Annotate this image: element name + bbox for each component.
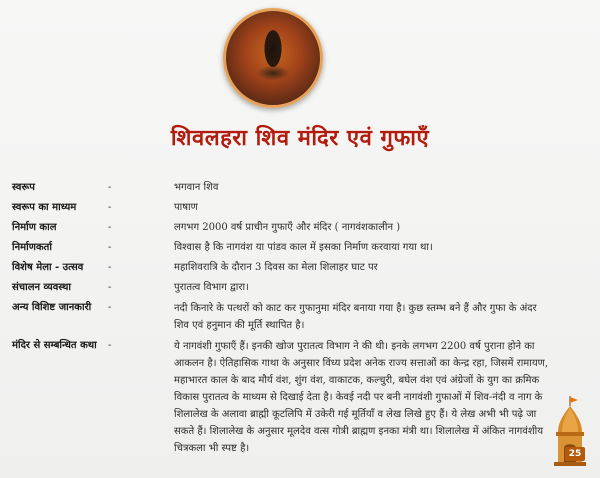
row-label: अन्य विशिष्ट जानकारी — [12, 302, 92, 313]
row-value: पुरातत्व विभाग द्वारा। — [174, 282, 249, 293]
row-separator: - — [108, 242, 112, 253]
row-separator: - — [108, 262, 112, 273]
shivling-photo — [223, 8, 323, 108]
row-value: लगभग 2000 वर्ष प्राचीन गुफाएँ और मंदिर ( नागवंशकालीन ) — [174, 222, 401, 233]
row-label: स्वरूप — [12, 182, 35, 193]
row-separator: - — [108, 282, 112, 293]
info-table — [12, 180, 552, 457]
row-label: निर्माण काल — [12, 222, 57, 233]
row-label: स्वरूप का माध्यम — [12, 202, 77, 213]
row-value: पाषाण — [174, 202, 198, 213]
row-value: भगवान शिव — [174, 182, 219, 193]
row-separator: - — [108, 302, 112, 313]
info-row-management — [12, 280, 552, 296]
row-value: महाशिवरात्रि के दौरान 3 दिवस का मेला शिलाहर घाट पर — [174, 262, 378, 273]
row-label: निर्माणकर्ता — [12, 242, 52, 253]
row-separator: - — [108, 202, 112, 213]
info-row-other — [12, 300, 552, 334]
row-separator: - — [108, 340, 112, 351]
row-separator: - — [108, 182, 112, 193]
row-value: विश्वास है कि नागवंश या पांडव काल में इसका निर्माण करवाया गया था। — [174, 242, 433, 253]
row-label: विशेष मेला - उत्सव — [12, 262, 84, 273]
info-row-story — [12, 338, 552, 457]
row-label: संचालन व्यवस्था — [12, 282, 71, 293]
page-title: शिवलहरा शिव मंदिर एवं गुफाएँ — [170, 126, 430, 151]
info-row-festival — [12, 260, 552, 276]
row-separator: - — [108, 222, 112, 233]
info-row-period — [12, 220, 552, 236]
info-row-medium — [12, 200, 552, 216]
info-row-form — [12, 180, 552, 196]
row-value: ये नागवंशी गुफाएँ हैं। इनकी खोज पुरातत्व विभाग ने की थी। इनके लगभग 2200 वर्ष पुराना होने का आकलन है। ऐतिहासिक गाथा के अनुसार विंध्य प्रदेश अनेक राज्य सत्ताओं का केन्द्र रहा, जिसमें रामायण, महाभारत काल के बाद मौर्य वंश, शुंग वंश, वाकाटक, कल्चुरी, बघेल वंश एवं अंग्रेजों के युग का क्रमिक विकास पुरातत्व के माध्यम से दिखाई देता है। केवई नदी पर बनी नागवंशी गुफाओं में शिव-नंदी व नाग के शिलालेख के अलावा ब्राह्मी कूटलिपि में उकेरी गई मूर्तियाँ व लेख लिखे हुए हैं। ये लेख अभी भी पढ़े जा सकते हैं। शिलालेख के अनुसार मूलदेव वत्स गोत्री ब्राह्मण इनका मंत्री था। शिलालेख में अंकित नागवंशीय चित्रकला भी स्पष्ट है। — [174, 341, 549, 454]
page-number-badge: 25 — [565, 447, 585, 461]
row-label: मंदिर से सम्बन्धित कथा — [12, 340, 97, 351]
info-row-builder — [12, 240, 552, 256]
row-value: नदी किनारे के पत्थरों को काट कर गुफानुमा मंदिर बनाया गया है। कुछ स्तम्भ बने हैं और गुफा के अंदर शिव एवं हनुमान की मूर्ति स्थापित है। — [174, 303, 537, 331]
